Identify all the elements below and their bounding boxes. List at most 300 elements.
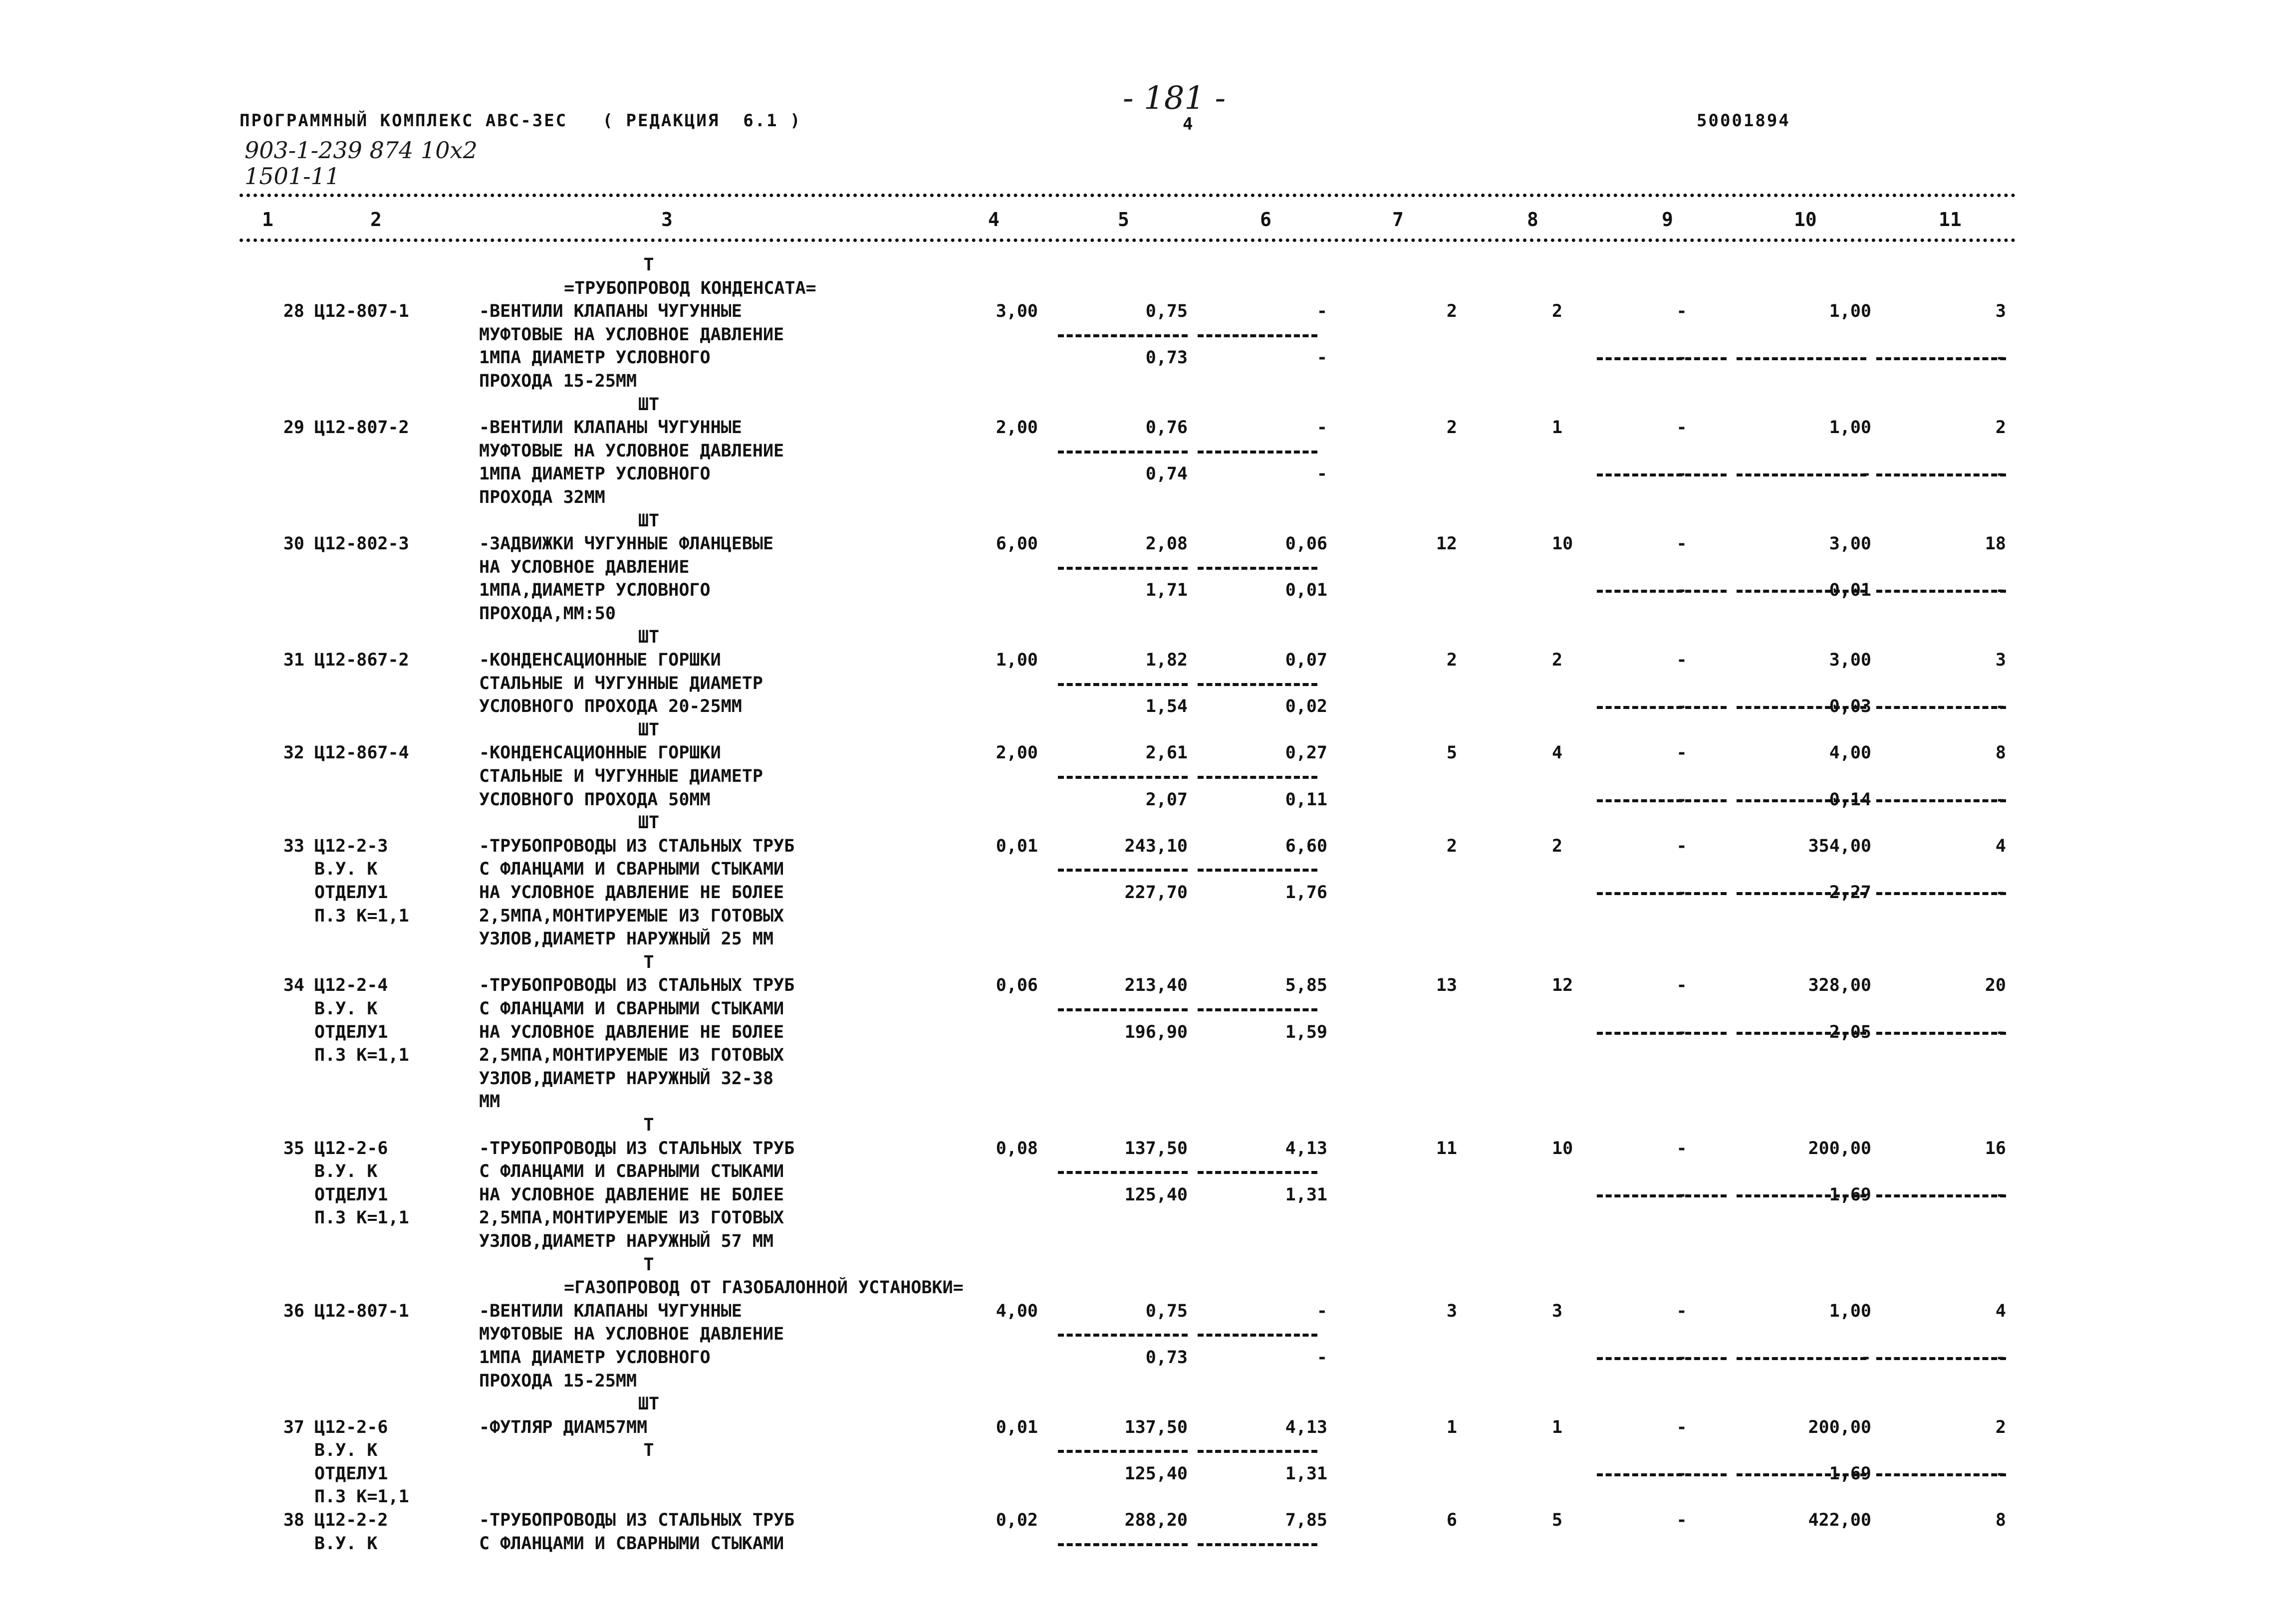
value-col-5: 137,50 — [1124, 1138, 1188, 1159]
value-col-11: - — [1995, 696, 2006, 717]
value-col-7: 6 — [1446, 1510, 1457, 1531]
work-description: С ФЛАНЦАМИ И СВАРНЫМИ СТЫКАМИ — [479, 999, 784, 1019]
table-row — [0, 1300, 2272, 1323]
value-col-9: - — [1676, 348, 1687, 368]
dash-separator — [1597, 706, 1727, 709]
value-col-5: 0,75 — [1145, 1301, 1188, 1321]
quantity: 0,01 — [996, 836, 1038, 856]
value-col-10: 328,00 — [1808, 975, 1871, 996]
value-col-11: 18 — [1985, 534, 2006, 554]
value-col-11: - — [1995, 464, 2006, 484]
value-col-8: 2 — [1552, 301, 1563, 322]
work-description: С ФЛАНЦАМИ И СВАРНЫМИ СТЫКАМИ — [479, 1533, 784, 1554]
value-col-7: 2 — [1446, 836, 1457, 856]
table-row — [0, 1230, 2272, 1253]
row-number: 28 — [283, 301, 304, 322]
table-row — [0, 1462, 2272, 1486]
work-description: С ФЛАНЦАМИ И СВАРНЫМИ СТЫКАМИ — [479, 1161, 784, 1182]
table-row — [0, 1021, 2272, 1044]
table-row — [0, 1346, 2272, 1370]
value-col-9: - — [1676, 743, 1687, 763]
value-col-10: 4,00 — [1829, 743, 1871, 763]
rate-code: Ц12-807-2 — [314, 418, 409, 438]
dash-separator — [1597, 1473, 1727, 1476]
value-col-5: 2,61 — [1145, 743, 1188, 763]
column-number: 3 — [661, 209, 673, 231]
table-row — [0, 346, 2272, 370]
value-col-5: 0,76 — [1145, 418, 1188, 438]
rate-code: П.3 К=1,1 — [314, 906, 409, 926]
work-description: СТАЛЬНЫЕ И ЧУГУННЫЕ ДИАМЕТР — [479, 673, 763, 694]
value-col-10: 0,01 — [1829, 580, 1871, 601]
value-col-7: 5 — [1446, 743, 1457, 763]
value-col-5: 213,40 — [1124, 975, 1188, 996]
value-col-6: 6,60 — [1285, 836, 1327, 856]
unit-of-measure: ШТ — [638, 813, 660, 833]
value-col-11: 2 — [1995, 1417, 2006, 1437]
rate-code: Ц12-2-3 — [314, 836, 388, 856]
value-col-11: - — [1995, 789, 2006, 810]
table-row — [0, 881, 2272, 905]
rate-code: В.У. К — [314, 1161, 378, 1182]
value-col-5: 196,90 — [1124, 1022, 1188, 1042]
row-number: 29 — [283, 418, 304, 438]
work-description: 1МПА,ДИАМЕТР УСЛОВНОГО — [479, 580, 711, 601]
value-col-10: 1,69 — [1829, 1184, 1871, 1205]
rate-code: В.У. К — [314, 859, 378, 880]
header-rule-bottom — [240, 238, 2016, 242]
table-row — [0, 928, 2272, 951]
value-col-10: 200,00 — [1808, 1138, 1871, 1159]
dash-separator — [1198, 776, 1317, 779]
dash-separator — [1058, 334, 1188, 337]
value-col-11: - — [1995, 1022, 2006, 1042]
table-row — [0, 765, 2272, 788]
work-description: НА УСЛОВНОЕ ДАВЛЕНИЕ НЕ БОЛЕЕ — [479, 1022, 784, 1042]
value-col-7: 2 — [1446, 650, 1457, 671]
value-col-10: 0,14 — [1829, 789, 1871, 810]
work-description: МУФТОВЫЕ НА УСЛОВНОЕ ДАВЛЕНИЕ — [479, 441, 784, 461]
table-row — [0, 509, 2272, 533]
rate-code: ОТДЕЛУ1 — [314, 1463, 388, 1484]
row-number: 38 — [283, 1510, 304, 1531]
header-rule-top — [240, 194, 2016, 197]
table-row — [0, 1160, 2272, 1183]
quantity: 1,00 — [996, 650, 1038, 671]
work-description: -ФУТЛЯР ДИАМ57ММ — [479, 1417, 648, 1437]
work-description: 2,5МПА,МОНТИРУЕМЫЕ ИЗ ГОТОВЫХ — [479, 1208, 784, 1228]
table-row — [0, 905, 2272, 928]
row-number: 37 — [283, 1417, 304, 1437]
dash-separator — [1737, 357, 1866, 360]
work-description: УСЛОВНОГО ПРОХОДА 50ММ — [479, 789, 711, 810]
column-number: 10 — [1794, 209, 1817, 231]
dash-separator — [1058, 1171, 1188, 1174]
value-col-5: 227,70 — [1124, 883, 1188, 903]
value-col-8: 1 — [1552, 1417, 1563, 1437]
value-col-11: 20 — [1985, 975, 2006, 996]
value-col-6: 1,31 — [1285, 1463, 1327, 1484]
table-row — [0, 1044, 2272, 1067]
value-col-7: 13 — [1436, 975, 1457, 996]
rate-code: П.3 К=1,1 — [314, 1045, 409, 1066]
unit-of-measure: ШТ — [638, 1394, 660, 1414]
value-col-6: 4,13 — [1285, 1417, 1327, 1437]
work-description: НА УСЛОВНОЕ ДАВЛЕНИЕ — [479, 557, 690, 577]
table-row — [0, 253, 2272, 277]
value-col-6: 1,76 — [1285, 883, 1327, 903]
value-col-6: - — [1316, 301, 1327, 322]
table-row — [0, 393, 2272, 417]
row-number: 36 — [283, 1301, 304, 1321]
work-description: ПРОХОДА,ММ:50 — [479, 603, 616, 624]
value-col-5: 2,07 — [1145, 789, 1188, 810]
table-row — [0, 741, 2272, 765]
work-description: 2,5МПА,МОНТИРУЕМЫЕ ИЗ ГОТОВЫХ — [479, 906, 784, 926]
value-col-11: - — [1995, 883, 2006, 903]
table-row — [0, 811, 2272, 835]
work-description: -ВЕНТИЛИ КЛАПАНЫ ЧУГУННЫЕ — [479, 418, 742, 438]
value-col-5: 0,73 — [1145, 348, 1188, 368]
value-col-5: 125,40 — [1124, 1463, 1188, 1484]
unit-of-measure: ШТ — [638, 394, 660, 415]
value-col-7: 3 — [1446, 1301, 1457, 1321]
value-col-6: - — [1316, 348, 1327, 368]
rate-code: Ц12-2-6 — [314, 1138, 388, 1159]
dash-separator — [1058, 1450, 1188, 1453]
value-col-7: 11 — [1436, 1138, 1457, 1159]
row-number: 34 — [283, 975, 304, 996]
value-col-10: - — [1860, 464, 1871, 484]
table-row — [0, 672, 2272, 696]
table-row — [0, 1067, 2272, 1091]
rate-code: Ц12-802-3 — [314, 534, 409, 554]
column-number: 2 — [370, 209, 382, 231]
rate-code: В.У. К — [314, 999, 378, 1019]
table-row — [0, 370, 2272, 393]
work-description: ММ — [479, 1092, 501, 1112]
table-row — [0, 300, 2272, 323]
rate-code: В.У. К — [314, 1440, 378, 1461]
value-col-6: 0,01 — [1285, 580, 1327, 601]
row-number: 30 — [283, 534, 304, 554]
table-row — [0, 556, 2272, 579]
value-col-5: 0,74 — [1145, 464, 1188, 484]
value-col-9: - — [1676, 650, 1687, 671]
value-col-5: 1,54 — [1145, 696, 1188, 717]
handwritten-reference-2: 1501-11 — [245, 163, 340, 190]
work-description: 1МПА ДИАМЕТР УСЛОВНОГО — [479, 1347, 711, 1368]
dash-separator — [1597, 473, 1727, 476]
work-description: СТАЛЬНЫЕ И ЧУГУННЫЕ ДИАМЕТР — [479, 766, 763, 787]
work-description: -ТРУБОПРОВОДЫ ИЗ СТАЛЬНЫХ ТРУБ — [479, 1510, 795, 1531]
rate-code: Ц12-807-1 — [314, 301, 409, 322]
value-col-9: - — [1676, 1022, 1687, 1042]
value-col-8: 10 — [1552, 1138, 1573, 1159]
quantity: 0,08 — [996, 1138, 1038, 1159]
column-number: 4 — [988, 209, 1000, 231]
value-col-9: - — [1676, 836, 1687, 856]
column-number: 7 — [1392, 209, 1404, 231]
dash-separator — [1597, 892, 1727, 895]
value-col-6: 7,85 — [1285, 1510, 1327, 1531]
column-number: 1 — [262, 209, 273, 231]
rate-code: П.3 К=1,1 — [314, 1208, 409, 1228]
value-col-8: 2 — [1552, 836, 1563, 856]
column-number: 6 — [1260, 209, 1271, 231]
table-row — [0, 463, 2272, 486]
value-col-9: - — [1676, 534, 1687, 554]
table-row — [0, 1439, 2272, 1462]
dash-separator — [1198, 334, 1317, 337]
table-row — [0, 579, 2272, 602]
dash-separator — [1058, 683, 1188, 686]
column-number-row — [240, 209, 2016, 233]
value-col-6: 0,27 — [1285, 743, 1327, 763]
value-col-9: - — [1676, 1510, 1687, 1531]
table-row — [0, 649, 2272, 672]
table-row — [0, 1114, 2272, 1137]
quantity: 3,00 — [996, 301, 1038, 322]
rate-code: П.3 К=1,1 — [314, 1487, 409, 1507]
column-number: 8 — [1527, 209, 1538, 231]
rate-code: Ц12-2-6 — [314, 1417, 388, 1437]
dash-separator — [1198, 1171, 1317, 1174]
quantity: 0,01 — [996, 1417, 1038, 1437]
dash-separator — [1597, 1194, 1727, 1197]
value-col-8: 5 — [1552, 1510, 1563, 1531]
column-number: 5 — [1118, 209, 1129, 231]
value-col-11: - — [1995, 348, 2006, 368]
table-row — [0, 718, 2272, 742]
work-description: -ТРУБОПРОВОДЫ ИЗ СТАЛЬНЫХ ТРУБ — [479, 975, 795, 996]
dash-separator — [1198, 567, 1317, 570]
table-row — [0, 416, 2272, 440]
quantity: 0,06 — [996, 975, 1038, 996]
table-row — [0, 1532, 2272, 1556]
value-col-11: 3 — [1995, 301, 2006, 322]
value-col-5: 137,50 — [1124, 1417, 1188, 1437]
unit-of-measure: ШТ — [638, 510, 660, 531]
row-number: 32 — [283, 743, 304, 763]
value-col-9: - — [1676, 418, 1687, 438]
table-row — [0, 1370, 2272, 1393]
value-col-11: - — [1995, 1184, 2006, 1205]
table-row — [0, 486, 2272, 509]
work-description: УЗЛОВ,ДИАМЕТР НАРУЖНЫЙ 57 ММ — [479, 1231, 774, 1251]
table-row — [0, 1323, 2272, 1346]
dash-separator — [1198, 1450, 1317, 1453]
value-col-8: 2 — [1552, 650, 1563, 671]
value-col-6: 4,13 — [1285, 1138, 1327, 1159]
document-code: 50001894 — [1697, 111, 1790, 131]
work-description: -КОНДЕНСАЦИОННЫЕ ГОРШКИ — [479, 743, 721, 763]
value-col-11: - — [1995, 1347, 2006, 1368]
rate-code: ОТДЕЛУ1 — [314, 1022, 388, 1042]
dash-separator — [1198, 451, 1317, 454]
value-col-9: - — [1676, 1347, 1687, 1368]
value-col-10: - — [1860, 1347, 1871, 1368]
value-col-11: 8 — [1995, 1510, 2006, 1531]
dash-separator — [1198, 1008, 1317, 1011]
dash-separator — [1597, 1357, 1727, 1360]
value-col-11: 4 — [1995, 1301, 2006, 1321]
value-col-11: 4 — [1995, 836, 2006, 856]
table-row — [0, 626, 2272, 649]
column-number: 11 — [1939, 209, 1962, 231]
table-row — [0, 1276, 2272, 1300]
value-col-7: 2 — [1446, 418, 1457, 438]
quantity: 4,00 — [996, 1301, 1038, 1321]
value-col-7: 1 — [1446, 1417, 1457, 1437]
work-description: С ФЛАНЦАМИ И СВАРНЫМИ СТЫКАМИ — [479, 859, 784, 880]
work-description: -ЗАДВИЖКИ ЧУГУННЫЕ ФЛАНЦЕВЫЕ — [479, 534, 774, 554]
value-col-10: 1,00 — [1829, 301, 1871, 322]
value-col-10: 2,27 — [1829, 883, 1871, 903]
work-description: УСЛОВНОГО ПРОХОДА 20-25ММ — [479, 696, 742, 717]
value-col-9: - — [1676, 301, 1687, 322]
dash-separator — [1597, 590, 1727, 593]
value-col-5: 243,10 — [1124, 836, 1188, 856]
value-col-11: - — [1995, 580, 2006, 601]
unit-of-measure: ШТ — [638, 719, 660, 740]
column-number: 9 — [1662, 209, 1673, 231]
dash-separator — [1058, 451, 1188, 454]
work-description: НА УСЛОВНОЕ ДАВЛЕНИЕ НЕ БОЛЕЕ — [479, 883, 784, 903]
rate-code: Ц12-807-1 — [314, 1301, 409, 1321]
value-col-6: 1,31 — [1285, 1184, 1327, 1205]
value-col-10: 1,00 — [1829, 418, 1871, 438]
table-row — [0, 1137, 2272, 1160]
value-col-9: - — [1676, 1301, 1687, 1321]
section-title: =ГАЗОПРОВОД ОТ ГАЗОБАЛОННОЙ УСТАНОВКИ= — [564, 1278, 964, 1298]
table-row — [0, 1206, 2272, 1230]
value-col-5: 0,75 — [1145, 301, 1188, 322]
table-row — [0, 1253, 2272, 1277]
value-col-10: 3,00 — [1829, 650, 1871, 671]
quantity: 2,00 — [996, 743, 1038, 763]
section-title: =ТРУБОПРОВОД КОНДЕНСАТА= — [564, 278, 816, 298]
handwritten-page-number: - 181 - — [1123, 80, 1226, 117]
work-description: -ТРУБОПРОВОДЫ ИЗ СТАЛЬНЫХ ТРУБ — [479, 836, 795, 856]
rate-code: ОТДЕЛУ1 — [314, 1184, 388, 1205]
row-number: 33 — [283, 836, 304, 856]
sheet-number: 4 — [1183, 114, 1195, 134]
table-row — [0, 1416, 2272, 1439]
value-col-5: 288,20 — [1124, 1510, 1188, 1531]
dash-separator — [1058, 1543, 1188, 1546]
rate-code: Ц12-867-2 — [314, 650, 409, 671]
value-col-10: 1,69 — [1829, 1463, 1871, 1484]
work-description: УЗЛОВ,ДИАМЕТР НАРУЖНЫЙ 32-38 — [479, 1068, 774, 1089]
work-description: МУФТОВЫЕ НА УСЛОВНОЕ ДАВЛЕНИЕ — [479, 324, 784, 345]
table-row — [0, 835, 2272, 858]
rate-code: Ц12-867-4 — [314, 743, 409, 763]
dash-separator — [1198, 1334, 1317, 1337]
value-col-9: - — [1676, 580, 1687, 601]
work-description: 2,5МПА,МОНТИРУЕМЫЕ ИЗ ГОТОВЫХ — [479, 1045, 784, 1066]
value-col-11: 8 — [1995, 743, 2006, 763]
unit-of-measure: Т — [643, 1115, 654, 1135]
value-col-5: 1,82 — [1145, 650, 1188, 671]
value-col-7: 2 — [1446, 301, 1457, 322]
work-description: НА УСЛОВНОЕ ДАВЛЕНИЕ НЕ БОЛЕЕ — [479, 1184, 784, 1205]
table-row — [0, 951, 2272, 974]
value-col-11: 16 — [1985, 1138, 2006, 1159]
value-col-6: - — [1316, 1347, 1327, 1368]
table-row — [0, 788, 2272, 812]
dash-separator — [1058, 869, 1188, 872]
work-description: -ТРУБОПРОВОДЫ ИЗ СТАЛЬНЫХ ТРУБ — [479, 1138, 795, 1159]
value-col-10: 1,00 — [1829, 1301, 1871, 1321]
rate-code: Ц12-2-2 — [314, 1510, 388, 1531]
table-row — [0, 997, 2272, 1021]
value-col-9: - — [1676, 789, 1687, 810]
value-col-6: 0,06 — [1285, 534, 1327, 554]
value-col-6: - — [1316, 464, 1327, 484]
value-col-6: 1,59 — [1285, 1022, 1327, 1042]
value-col-9: - — [1676, 883, 1687, 903]
handwritten-reference-1: 903-1-239 874 10х2 — [245, 137, 478, 164]
work-description: -КОНДЕНСАЦИОННЫЕ ГОРШКИ — [479, 650, 721, 671]
dash-separator — [1198, 1543, 1317, 1546]
value-col-9: - — [1676, 464, 1687, 484]
value-col-11: 3 — [1995, 650, 2006, 671]
work-description: МУФТОВЫЕ НА УСЛОВНОЕ ДАВЛЕНИЕ — [479, 1324, 784, 1345]
table-row — [0, 1509, 2272, 1532]
table-row — [0, 1183, 2272, 1207]
value-col-6: 0,11 — [1285, 789, 1327, 810]
value-col-5: 1,71 — [1145, 580, 1188, 601]
dash-separator — [1198, 683, 1317, 686]
unit-of-measure: Т — [643, 1440, 654, 1461]
quantity: 6,00 — [996, 534, 1038, 554]
rate-code: В.У. К — [314, 1533, 378, 1554]
work-description: ПРОХОДА 15-25ММ — [479, 371, 637, 391]
value-col-10: 0,03 — [1829, 696, 1871, 717]
value-col-8: 4 — [1552, 743, 1563, 763]
unit-of-measure: Т — [643, 952, 654, 972]
work-description: -ВЕНТИЛИ КЛАПАНЫ ЧУГУННЫЕ — [479, 1301, 742, 1321]
table-row — [0, 277, 2272, 300]
value-col-10: 422,00 — [1808, 1510, 1871, 1531]
row-number: 31 — [283, 650, 304, 671]
dash-separator — [1058, 567, 1188, 570]
value-col-9: - — [1676, 1417, 1687, 1437]
value-col-6: - — [1316, 1301, 1327, 1321]
rate-code: ОТДЕЛУ1 — [314, 883, 388, 903]
table-row — [0, 695, 2272, 718]
dash-separator — [1597, 1032, 1727, 1035]
dash-separator — [1597, 357, 1727, 360]
work-description: ПРОХОДА 15-25ММ — [479, 1371, 637, 1391]
table-row — [0, 323, 2272, 347]
unit-of-measure: Т — [643, 1254, 654, 1275]
table-row — [0, 1090, 2272, 1114]
rate-code: Ц12-2-4 — [314, 975, 388, 996]
dash-separator — [1058, 1008, 1188, 1011]
value-col-8: 3 — [1552, 1301, 1563, 1321]
value-col-11: - — [1995, 1463, 2006, 1484]
value-col-10: 2,05 — [1829, 1022, 1871, 1042]
estimate-table — [0, 253, 2272, 1555]
table-row — [0, 1392, 2272, 1416]
work-description: 1МПА ДИАМЕТР УСЛОВНОГО — [479, 464, 711, 484]
value-col-6: 0,02 — [1285, 696, 1327, 717]
value-col-11: 2 — [1995, 418, 2006, 438]
work-description: -ВЕНТИЛИ КЛАПАНЫ ЧУГУННЫЕ — [479, 301, 742, 322]
table-row — [0, 974, 2272, 997]
